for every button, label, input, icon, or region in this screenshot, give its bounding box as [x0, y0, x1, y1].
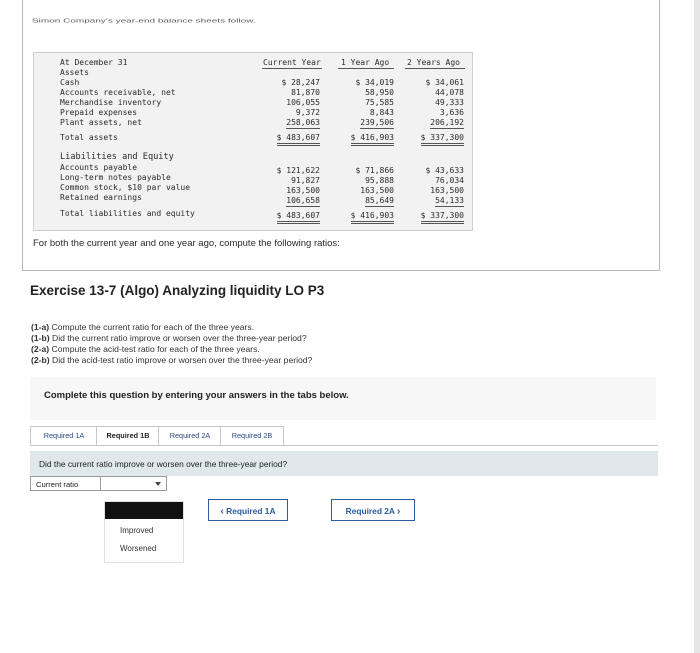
cell-value: 163,500	[360, 186, 394, 195]
cell-value: 58,950	[365, 88, 394, 97]
cell-value: $ 337,300	[421, 133, 464, 146]
dropdown-option-improved[interactable]: Improved	[120, 526, 154, 535]
task-item: (2-b) Did the acid-test ratio improve or worsen over the three-year period?	[31, 355, 313, 365]
cell-value: 163,500	[430, 186, 464, 195]
cell-value: $ 416,903	[351, 133, 394, 146]
cell-value: 239,506	[360, 118, 394, 129]
cell-value: $ 416,903	[351, 211, 394, 224]
cell-value: 95,888	[365, 176, 394, 185]
question-bar	[30, 451, 658, 476]
cell-value: 81,870	[291, 88, 320, 97]
task-item: (2-a) Compute the acid-test ratio for each of the three years.	[31, 344, 260, 354]
cell-value: $ 28,247	[281, 78, 320, 87]
cell-value: $ 43,633	[425, 166, 464, 175]
chevron-down-icon	[155, 482, 161, 486]
liabilities-heading: Liabilities and Equity	[60, 152, 174, 162]
cell-value: 258,063	[286, 118, 320, 129]
cell-value: 75,585	[365, 98, 394, 107]
cell-value: $ 483,607	[277, 133, 320, 146]
row-label: Accounts receivable, net	[60, 88, 176, 97]
row-label: Accounts payable	[60, 163, 138, 172]
row-label: Total liabilities and equity	[60, 209, 195, 218]
row-label: Common stock, $10 par value	[60, 183, 191, 192]
cell-value: 54,133	[435, 196, 464, 207]
cell-value: $ 71,866	[355, 166, 394, 175]
tab-required-1a[interactable]: Required 1A	[30, 426, 98, 445]
row-label: Cash	[60, 78, 80, 87]
cell-value: $ 337,300	[421, 211, 464, 224]
instruction-text: Complete this question by entering your answers in the tabs below.	[44, 390, 349, 401]
row-label: Long-term notes payable	[60, 173, 171, 182]
dropdown-option-worsened[interactable]: Worsened	[120, 544, 157, 553]
problem-intro: Simon Company's year-end balance sheets follow.	[32, 18, 256, 25]
tab-required-1b[interactable]: Required 1B	[96, 426, 160, 445]
cell-value: 106,658	[286, 196, 320, 207]
tab-required-2a[interactable]: Required 2A	[158, 426, 222, 445]
answer-row-label: Current ratio	[30, 476, 101, 491]
tab-required-2b[interactable]: Required 2B	[220, 426, 284, 445]
cell-value: 8,843	[369, 108, 394, 117]
tab-bar	[30, 426, 658, 446]
ratio-prompt: For both the current year and one year ago, compute the following ratios:	[33, 238, 340, 249]
task-item: (1-b) Did the current ratio improve or worsen over the three-year period?	[31, 333, 307, 343]
exercise-title: Exercise 13-7 (Algo) Analyzing liquidity LO P3	[30, 283, 325, 298]
cell-value: 91,827	[291, 176, 320, 185]
row-label: Total assets	[60, 133, 118, 142]
cell-value: 85,649	[365, 196, 394, 207]
column-header-1yr: 1 Year Ago	[341, 58, 390, 67]
row-label: Plant assets, net	[60, 118, 142, 127]
dropdown-menu	[104, 501, 184, 563]
cell-value: 44,078	[435, 88, 464, 97]
cell-value: $ 34,061	[425, 78, 464, 87]
question-text: Did the current ratio improve or worsen over the three-year period?	[39, 459, 288, 469]
balance-sheet-table	[33, 52, 473, 231]
column-header-2yr: 2 Years Ago	[407, 58, 460, 67]
column-header-current: Current Year	[263, 58, 321, 67]
cell-value: 9,372	[295, 108, 320, 117]
cell-value: $ 483,607	[277, 211, 320, 224]
row-label: Prepaid expenses	[60, 108, 138, 117]
cell-value: 76,034	[435, 176, 464, 185]
chevron-left-icon: ‹	[220, 506, 224, 517]
next-tab-button[interactable]: Required 2A ›	[331, 499, 415, 521]
task-item: (1-a) Compute the current ratio for each of the three years.	[31, 322, 255, 332]
cell-value: 206,192	[430, 118, 464, 129]
dropdown-highlighted-option[interactable]	[105, 502, 183, 519]
instruction-box	[30, 377, 656, 420]
cell-value: $ 34,019	[355, 78, 394, 87]
at-date-label: At December 31	[60, 58, 128, 67]
cell-value: 106,055	[286, 98, 320, 107]
row-label: Retained earnings	[60, 193, 142, 202]
cell-value: $ 121,622	[276, 166, 320, 175]
answer-dropdown[interactable]	[101, 476, 167, 491]
prev-tab-button[interactable]: ‹ Required 1A	[208, 499, 288, 521]
cell-value: 3,636	[439, 108, 464, 117]
row-label: Merchandise inventory	[60, 98, 162, 107]
cell-value: 163,500	[286, 186, 320, 195]
cell-value: 49,333	[435, 98, 464, 107]
chevron-right-icon: ›	[397, 506, 401, 517]
assets-heading: Assets	[60, 68, 89, 77]
